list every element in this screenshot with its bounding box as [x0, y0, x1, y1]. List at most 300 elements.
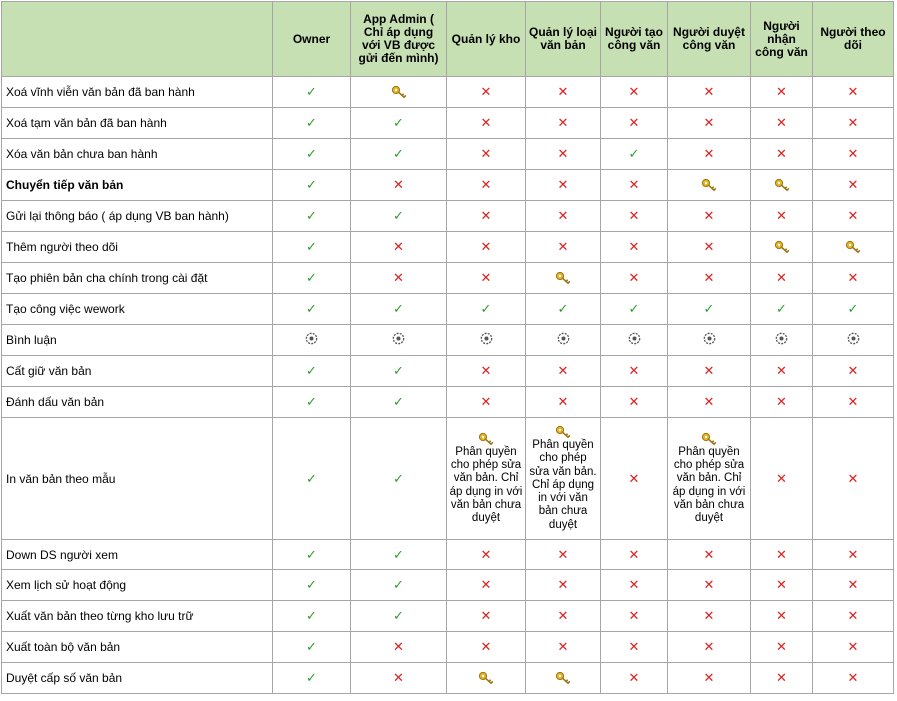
key-icon — [774, 240, 790, 254]
table-row — [2, 325, 894, 356]
gear-icon — [480, 332, 493, 348]
permission-cell — [273, 325, 351, 356]
table-row — [2, 632, 894, 663]
table-row — [2, 201, 894, 232]
permission-cell — [273, 387, 351, 418]
permission-cell — [526, 263, 601, 294]
cross-icon: ✕ — [393, 670, 404, 685]
permission-cell — [273, 232, 351, 263]
key-icon — [701, 432, 717, 446]
column-header: Owner — [273, 2, 351, 77]
permission-cell — [351, 201, 447, 232]
permission-cell — [601, 325, 668, 356]
check-icon: ✓ — [306, 470, 317, 486]
key-icon — [555, 425, 571, 439]
cross-icon: ✕ — [628, 84, 640, 99]
cross-icon: ✕ — [480, 115, 492, 130]
cross-icon: ✕ — [628, 546, 640, 562]
permission-note: Phân quyền cho phép sửa văn bản. Chỉ áp dụng in với văn bản chưa duyệt — [672, 445, 746, 524]
row-label: Xuất toàn bộ văn bản — [2, 632, 273, 663]
cross-icon: ✕ — [703, 363, 715, 378]
permission-cell — [601, 540, 668, 570]
permission-cell — [601, 139, 668, 170]
row-label: Bình luận — [2, 325, 273, 356]
cross-icon: ✕ — [776, 608, 787, 623]
cross-icon: ✕ — [628, 394, 640, 409]
permission-cell — [351, 601, 447, 632]
table-row — [2, 232, 894, 263]
permission-cell — [668, 632, 751, 663]
key-icon — [391, 85, 407, 99]
permission-cell — [668, 570, 751, 601]
check-icon: ✓ — [306, 239, 317, 254]
permission-cell — [813, 418, 894, 540]
note-cell-content — [526, 425, 600, 531]
check-icon: ✓ — [393, 208, 404, 223]
cross-icon: ✕ — [557, 546, 569, 562]
permission-cell — [751, 170, 813, 201]
check-icon: ✓ — [393, 577, 404, 592]
cross-icon: ✕ — [776, 670, 787, 685]
permission-cell — [273, 170, 351, 201]
permission-cell — [668, 601, 751, 632]
permission-cell — [351, 108, 447, 139]
note-cell-content — [668, 432, 750, 525]
row-label: Xem lịch sử hoạt động — [2, 570, 273, 601]
check-icon: ✓ — [393, 394, 404, 409]
check-icon: ✓ — [847, 301, 859, 316]
permission-cell — [668, 663, 751, 694]
check-icon: ✓ — [306, 546, 317, 562]
cross-icon: ✕ — [628, 208, 640, 223]
cross-icon: ✕ — [776, 146, 787, 161]
permission-cell — [273, 263, 351, 294]
check-icon: ✓ — [393, 363, 404, 378]
cross-icon: ✕ — [480, 146, 492, 161]
permission-note: Phân quyền cho phép sửa văn bản. Chỉ áp dụng in với văn bản chưa duyệt — [529, 439, 597, 531]
table-row — [2, 263, 894, 294]
check-icon: ✓ — [306, 363, 317, 378]
row-label: Down DS người xem — [2, 540, 273, 570]
permission-cell — [813, 663, 894, 694]
permission-cell — [351, 356, 447, 387]
cross-icon: ✕ — [776, 84, 787, 99]
cross-icon: ✕ — [847, 146, 859, 161]
permission-cell — [447, 263, 526, 294]
permission-cell — [273, 540, 351, 570]
permission-cell — [351, 170, 447, 201]
cross-icon: ✕ — [847, 670, 859, 685]
cross-icon: ✕ — [480, 270, 492, 285]
permission-cell — [668, 263, 751, 294]
cross-icon: ✕ — [776, 363, 787, 378]
permission-cell — [351, 632, 447, 663]
permission-cell — [751, 387, 813, 418]
column-header: Người theo dõi — [813, 2, 894, 77]
table-row — [2, 570, 894, 601]
permission-cell — [351, 263, 447, 294]
permission-cell — [447, 232, 526, 263]
cross-icon: ✕ — [703, 546, 715, 562]
permission-cell — [751, 325, 813, 356]
cross-icon: ✕ — [480, 639, 492, 654]
permission-cell — [813, 232, 894, 263]
cross-icon: ✕ — [776, 546, 787, 562]
permission-cell — [351, 418, 447, 540]
cross-icon: ✕ — [393, 639, 404, 654]
permission-cell — [273, 108, 351, 139]
permission-cell — [526, 356, 601, 387]
permission-cell — [668, 418, 751, 540]
cross-icon: ✕ — [628, 239, 640, 254]
cross-icon: ✕ — [557, 84, 569, 99]
cross-icon: ✕ — [393, 270, 404, 285]
key-icon — [774, 178, 790, 192]
cross-icon: ✕ — [557, 115, 569, 130]
cross-icon: ✕ — [480, 608, 492, 623]
permission-cell — [601, 263, 668, 294]
permission-cell — [526, 601, 601, 632]
permission-cell — [526, 77, 601, 108]
permission-cell — [447, 387, 526, 418]
table-row — [2, 139, 894, 170]
cross-icon: ✕ — [703, 84, 715, 99]
column-header: Người nhận công văn — [751, 2, 813, 77]
permission-cell — [668, 294, 751, 325]
key-icon — [478, 671, 494, 685]
permission-cell — [601, 294, 668, 325]
permission-cell — [813, 294, 894, 325]
check-icon: ✓ — [393, 301, 404, 316]
check-icon: ✓ — [306, 115, 317, 130]
permission-cell — [813, 540, 894, 570]
table-row — [2, 77, 894, 108]
permission-cell — [526, 325, 601, 356]
permission-cell — [351, 540, 447, 570]
row-label: Đánh dấu văn bản — [2, 387, 273, 418]
permission-cell — [668, 139, 751, 170]
cross-icon: ✕ — [557, 363, 569, 378]
cross-icon: ✕ — [847, 394, 859, 409]
permission-cell — [273, 418, 351, 540]
permission-cell — [526, 232, 601, 263]
gear-icon — [775, 332, 788, 348]
permission-cell — [751, 232, 813, 263]
cross-icon: ✕ — [703, 639, 715, 654]
cross-icon: ✕ — [557, 577, 569, 592]
check-icon: ✓ — [393, 546, 404, 562]
column-header: Quản lý kho — [447, 2, 526, 77]
row-label: Xoá tạm văn bản đã ban hành — [2, 108, 273, 139]
check-icon: ✓ — [306, 577, 317, 592]
cross-icon: ✕ — [628, 608, 640, 623]
permission-cell — [447, 108, 526, 139]
permission-cell — [601, 418, 668, 540]
permission-cell — [273, 294, 351, 325]
permission-cell — [273, 77, 351, 108]
table-row — [2, 663, 894, 694]
cross-icon: ✕ — [703, 115, 715, 130]
permission-cell — [751, 570, 813, 601]
permission-cell — [668, 387, 751, 418]
key-icon — [555, 271, 571, 285]
permission-cell — [526, 294, 601, 325]
cross-icon: ✕ — [847, 208, 859, 223]
gear-icon — [628, 332, 641, 348]
column-header: Người duyệt công văn — [668, 2, 751, 77]
permission-cell — [447, 601, 526, 632]
gear-icon — [392, 332, 405, 348]
cross-icon: ✕ — [557, 608, 569, 623]
permission-cell — [447, 663, 526, 694]
permission-cell — [447, 356, 526, 387]
permission-table-body — [2, 77, 894, 694]
check-icon: ✓ — [306, 639, 317, 654]
permission-cell — [273, 356, 351, 387]
permission-cell — [668, 77, 751, 108]
cross-icon: ✕ — [776, 270, 787, 285]
permission-cell — [751, 201, 813, 232]
cross-icon: ✕ — [628, 177, 640, 192]
check-icon: ✓ — [306, 84, 317, 99]
permission-cell — [351, 139, 447, 170]
gear-icon — [703, 332, 716, 348]
cross-icon: ✕ — [703, 577, 715, 592]
row-label: Tạo phiên bản cha chính trong cài đặt — [2, 263, 273, 294]
permission-cell — [751, 139, 813, 170]
permission-cell — [751, 418, 813, 540]
cross-icon: ✕ — [393, 177, 404, 192]
permission-cell — [813, 139, 894, 170]
table-row — [2, 387, 894, 418]
key-icon — [478, 432, 494, 446]
permission-cell — [601, 77, 668, 108]
permission-cell — [447, 418, 526, 540]
cross-icon: ✕ — [847, 115, 859, 130]
cross-icon: ✕ — [847, 608, 859, 623]
row-label: Xoá vĩnh viễn văn bản đã ban hành — [2, 77, 273, 108]
cross-icon: ✕ — [776, 208, 787, 223]
permission-cell — [526, 540, 601, 570]
cross-icon: ✕ — [776, 639, 787, 654]
cross-icon: ✕ — [628, 639, 640, 654]
check-icon: ✓ — [480, 301, 492, 316]
permission-cell — [751, 294, 813, 325]
check-icon: ✓ — [393, 608, 404, 623]
permission-cell — [601, 170, 668, 201]
cross-icon: ✕ — [847, 546, 859, 562]
cross-icon: ✕ — [703, 146, 715, 161]
permission-cell — [813, 263, 894, 294]
permission-cell — [751, 356, 813, 387]
cross-icon: ✕ — [393, 239, 404, 254]
header-row — [2, 2, 894, 77]
permission-cell — [447, 325, 526, 356]
table-row — [2, 418, 894, 540]
cross-icon: ✕ — [847, 639, 859, 654]
permission-cell — [813, 632, 894, 663]
permission-cell — [273, 139, 351, 170]
permission-cell — [751, 663, 813, 694]
permission-cell — [526, 418, 601, 540]
permission-matrix — [1, 1, 894, 694]
permission-cell — [351, 387, 447, 418]
permission-cell — [751, 601, 813, 632]
cross-icon: ✕ — [628, 577, 640, 592]
permission-cell — [601, 232, 668, 263]
cross-icon: ✕ — [847, 470, 859, 486]
permission-cell — [751, 263, 813, 294]
permission-cell — [526, 632, 601, 663]
permission-cell — [273, 201, 351, 232]
permission-cell — [273, 570, 351, 601]
check-icon: ✓ — [306, 146, 317, 161]
cross-icon: ✕ — [703, 208, 715, 223]
gear-icon — [557, 332, 570, 348]
permission-cell — [273, 632, 351, 663]
row-label: Cất giữ văn bản — [2, 356, 273, 387]
check-icon: ✓ — [306, 177, 317, 192]
cross-icon: ✕ — [628, 270, 640, 285]
key-icon — [701, 178, 717, 192]
check-icon: ✓ — [703, 301, 715, 316]
check-icon: ✓ — [306, 301, 317, 316]
permission-cell — [447, 540, 526, 570]
permission-cell — [751, 632, 813, 663]
permission-cell — [447, 632, 526, 663]
column-header: Quản lý loại văn bản — [526, 2, 601, 77]
permission-cell — [447, 77, 526, 108]
permission-cell — [447, 139, 526, 170]
cross-icon: ✕ — [557, 639, 569, 654]
table-row — [2, 356, 894, 387]
permission-cell — [751, 540, 813, 570]
check-icon: ✓ — [393, 146, 404, 161]
row-label: Gửi lại thông báo ( áp dụng VB ban hành) — [2, 201, 273, 232]
cross-icon: ✕ — [628, 363, 640, 378]
permission-cell — [351, 663, 447, 694]
permission-cell — [526, 663, 601, 694]
cross-icon: ✕ — [703, 670, 715, 685]
header-blank — [2, 2, 273, 77]
permission-cell — [526, 201, 601, 232]
check-icon: ✓ — [776, 301, 787, 316]
cross-icon: ✕ — [480, 546, 492, 562]
row-label: Thêm người theo dõi — [2, 232, 273, 263]
key-icon — [845, 240, 861, 254]
table-row — [2, 601, 894, 632]
permission-cell — [668, 356, 751, 387]
permission-cell — [813, 201, 894, 232]
cross-icon: ✕ — [557, 239, 569, 254]
permission-cell — [351, 294, 447, 325]
table-row — [2, 108, 894, 139]
check-icon: ✓ — [393, 470, 404, 486]
permission-cell — [526, 570, 601, 601]
check-icon: ✓ — [557, 301, 569, 316]
permission-cell — [526, 139, 601, 170]
row-label: Chuyển tiếp văn bản — [2, 170, 273, 201]
check-icon: ✓ — [628, 146, 640, 161]
permission-cell — [601, 601, 668, 632]
cross-icon: ✕ — [628, 470, 640, 486]
permission-cell — [668, 108, 751, 139]
permission-cell — [273, 601, 351, 632]
check-icon: ✓ — [306, 394, 317, 409]
permission-cell — [447, 294, 526, 325]
permission-cell — [351, 232, 447, 263]
check-icon: ✓ — [306, 608, 317, 623]
column-header: App Admin ( Chỉ áp dụng với VB được gửi đến mình) — [351, 2, 447, 77]
permission-cell — [751, 108, 813, 139]
cross-icon: ✕ — [847, 363, 859, 378]
permission-cell — [526, 108, 601, 139]
permission-cell — [668, 201, 751, 232]
permission-cell — [273, 663, 351, 694]
table-row — [2, 170, 894, 201]
cross-icon: ✕ — [557, 394, 569, 409]
gear-icon — [847, 332, 860, 348]
permission-cell — [601, 108, 668, 139]
permission-cell — [751, 77, 813, 108]
permission-cell — [601, 356, 668, 387]
permission-cell — [813, 77, 894, 108]
row-label: Duyệt cấp số văn bản — [2, 663, 273, 694]
permission-cell — [813, 325, 894, 356]
permission-cell — [447, 201, 526, 232]
cross-icon: ✕ — [703, 239, 715, 254]
cross-icon: ✕ — [776, 115, 787, 130]
permission-cell — [526, 170, 601, 201]
note-cell-content — [447, 432, 525, 525]
permission-cell — [351, 570, 447, 601]
cross-icon: ✕ — [480, 84, 492, 99]
check-icon: ✓ — [628, 301, 640, 316]
permission-cell — [601, 663, 668, 694]
permission-cell — [668, 540, 751, 570]
table-row — [2, 294, 894, 325]
cross-icon: ✕ — [703, 608, 715, 623]
cross-icon: ✕ — [628, 115, 640, 130]
key-icon — [555, 671, 571, 685]
row-label: Tạo công việc wework — [2, 294, 273, 325]
cross-icon: ✕ — [480, 208, 492, 223]
permission-cell — [668, 325, 751, 356]
permission-cell — [813, 108, 894, 139]
cross-icon: ✕ — [703, 270, 715, 285]
row-label: In văn bản theo mẫu — [2, 418, 273, 540]
column-header: Người tạo công văn — [601, 2, 668, 77]
table-row — [2, 540, 894, 570]
check-icon: ✓ — [306, 270, 317, 285]
check-icon: ✓ — [393, 115, 404, 130]
permission-note: Phân quyền cho phép sửa văn bản. Chỉ áp dụng in với văn bản chưa duyệt — [449, 445, 523, 524]
permission-cell — [601, 632, 668, 663]
cross-icon: ✕ — [776, 470, 787, 486]
cross-icon: ✕ — [847, 177, 859, 192]
permission-cell — [668, 232, 751, 263]
cross-icon: ✕ — [480, 239, 492, 254]
cross-icon: ✕ — [480, 177, 492, 192]
permission-cell — [601, 387, 668, 418]
gear-icon — [305, 332, 318, 348]
permission-cell — [813, 356, 894, 387]
cross-icon: ✕ — [703, 394, 715, 409]
cross-icon: ✕ — [480, 363, 492, 378]
row-label: Xóa văn bản chưa ban hành — [2, 139, 273, 170]
cross-icon: ✕ — [847, 270, 859, 285]
permission-cell — [668, 170, 751, 201]
